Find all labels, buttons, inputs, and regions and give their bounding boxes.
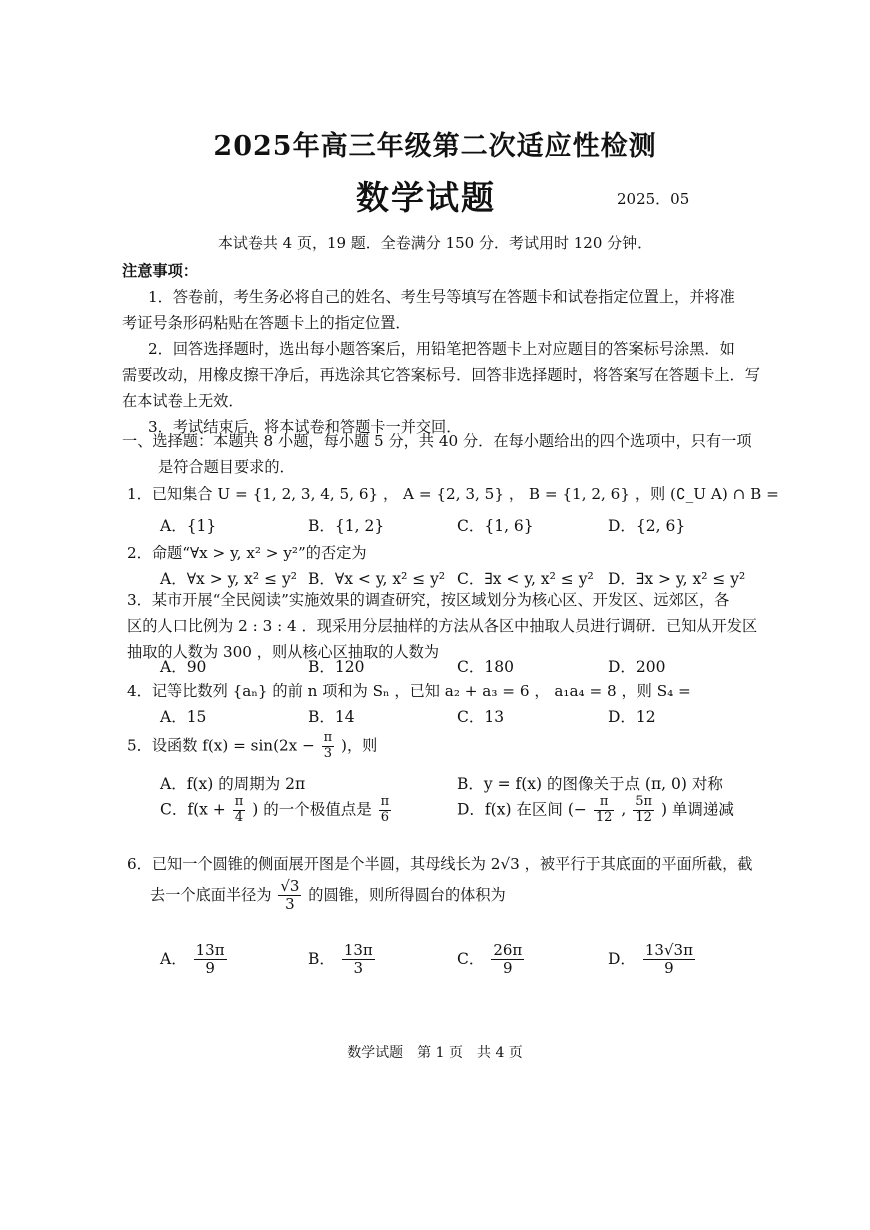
notice-item-3: 3．考试结束后，将本试卷和答题卡一并交回． — [148, 418, 462, 436]
q6-stem-line-2-post: 的圆锥，则所得圆台的体积为 — [308, 885, 506, 904]
q5-option-d-frac-1-num: π — [594, 795, 615, 811]
q6-option-c-label: C． — [457, 949, 485, 968]
q5-stem-frac-den: 3 — [323, 745, 333, 761]
q5-stem-fraction — [322, 731, 335, 762]
q2-option-c: C．∃x < y, x² ≤ y² — [457, 570, 594, 588]
q6-option-a — [160, 942, 229, 978]
page-footer: 数学试题 第 1 页 共 4 页 — [347, 1045, 523, 1061]
q6-option-a-label: A． — [160, 949, 187, 968]
q6-option-b-num: 13π — [343, 941, 373, 959]
q4-stem: 4．记等比数列 {aₙ} 的前 n 项和为 Sₙ ，已知 a₂ + a₃ = 6 ， a₁a₄ = 8 ，则 S₄ = — [127, 682, 691, 700]
q5-option-c-frac-1-den: 4 — [234, 809, 244, 825]
q5-stem-post: )，则 — [341, 736, 378, 755]
q3-option-b: B．120 — [308, 658, 365, 676]
notice-item-2-line-2: 需要改动，用橡皮擦干净后，再选涂其它答案标号．回答非选择题时，将答案写在答题卡上．写 — [122, 366, 760, 384]
q3-stem-line-1: 3．某市开展“全民阅读”实施效果的调查研究，按区域划分为核心区、开发区、远郊区，各 — [127, 591, 730, 609]
q6-option-b-frac — [342, 942, 375, 978]
q1-option-a: A．{1} — [160, 517, 217, 535]
q6-stem-line-1: 6．已知一个圆锥的侧面展开图是个半圆，其母线长为 2√3 ，被平行于其底面的平面所截，截 — [127, 855, 753, 873]
q5-stem-pre: 5．设函数 f(x) = sin(2x − — [127, 736, 315, 755]
q5-option-b: B．y = f(x) 的图像关于点 (π, 0) 对称 — [457, 775, 723, 793]
q3-stem-line-2: 区的人口比例为 2 : 3 : 4 ．现采用分层抽样的方法从各区中抽取人员进行调研．已知从开发区 — [127, 617, 758, 635]
q5-option-d-frac-2-den: 12 — [635, 809, 652, 825]
notice-item-2-line-1: 2．回答选择题时，选出每小题答案后，用铅笔把答题卡上对应题目的答案标号涂黑．如 — [148, 340, 735, 358]
q6-radius-fraction — [278, 878, 301, 914]
q5-option-c — [160, 795, 393, 826]
q6-option-d — [608, 942, 697, 978]
section-1-line-2: 是符合题目要求的． — [158, 458, 295, 476]
notice-item-1-line-1: 1．答卷前，考生务必将自己的姓名、考生号等填写在答题卡和试卷指定位置上，并将准 — [148, 288, 735, 306]
q5-option-d-post: ) 单调递减 — [660, 800, 734, 819]
q4-option-d: D．12 — [608, 708, 656, 726]
exam-subtitle: 数学试题 — [356, 178, 496, 217]
q3-stem — [127, 587, 847, 665]
notice-item-1-line-2: 考证号条形码粘贴在答题卡上的指定位置． — [122, 314, 411, 332]
q5-option-c-frac-2-num: π — [380, 794, 390, 809]
q6-option-a-den: 9 — [205, 959, 215, 978]
q1-stem: 1．已知集合 U = {1, 2, 3, 4, 5, 6} ， A = {2, 3, 5} ， B = {1, 2, 6} ，则 (∁_U A) ∩ B = — [127, 485, 779, 503]
notice-item-2-line-3: 在本试卷上无效． — [122, 392, 244, 410]
q4-option-c: C．13 — [457, 708, 505, 726]
q5-option-c-frac-1 — [233, 795, 246, 826]
q5-option-d-pre: D．f(x) 在区间 (− — [457, 800, 587, 819]
q5-option-c-frac-1-num: π — [234, 794, 244, 809]
q1-option-b: B．{1, 2} — [308, 517, 385, 535]
section-1-line-1: 一、选择题：本题共 8 小题，每小题 5 分，共 40 分．在每小题给出的四个选项中，只有一项 — [122, 432, 752, 450]
q4-option-a: A．15 — [160, 708, 207, 726]
exam-intro: 本试卷共 4 页，19 题．全卷满分 150 分．考试用时 120 分钟． — [217, 234, 653, 252]
q5-option-c-frac-2-den: 6 — [380, 809, 390, 825]
q6-option-c-num: 26π — [493, 941, 523, 959]
q2-option-d: D．∃x > y, x² ≤ y² — [608, 570, 746, 588]
q6-option-c — [457, 942, 526, 978]
q6-option-d-num: 13√3π — [644, 941, 693, 959]
exam-date: 2025．05 — [617, 190, 690, 208]
q6-stem-line-2-pre: 去一个底面半径为 — [150, 885, 272, 904]
q5-option-d — [457, 795, 734, 826]
q6-stem-line-2 — [150, 878, 506, 914]
q5-option-d-frac-2-num: 5π — [635, 794, 653, 809]
notice-heading: 注意事项： — [122, 262, 198, 280]
q5-option-c-frac-2 — [379, 795, 392, 826]
q6-option-b-den: 3 — [353, 959, 364, 978]
q6-radius-frac-num: √3 — [280, 877, 300, 895]
q6-option-d-label: D． — [608, 949, 636, 968]
q2-option-a: A．∀x > y, x² ≤ y² — [160, 570, 297, 588]
section-1-header — [122, 428, 842, 480]
q5-stem-frac-num: π — [323, 730, 333, 745]
q6-option-c-frac — [491, 942, 524, 978]
q6-option-c-den: 9 — [503, 959, 513, 978]
q5-option-c-pre: C．f(x + — [160, 800, 226, 819]
q6-option-b — [308, 942, 377, 978]
notice-block — [122, 258, 842, 440]
q3-stem-line-3: 抽取的人数为 300 ，则从核心区抽取的人数为 — [127, 643, 440, 661]
q5-option-d-mid: , — [621, 800, 627, 819]
q3-option-a: A．90 — [160, 658, 207, 676]
q6-option-d-frac — [643, 942, 695, 978]
q5-option-d-frac-2 — [633, 795, 654, 826]
q2-option-b: B．∀x < y, x² ≤ y² — [308, 570, 446, 588]
q6-radius-frac-den: 3 — [285, 895, 295, 914]
q5-option-a: A．f(x) 的周期为 2π — [160, 775, 306, 793]
q5-option-c-mid: ) 的一个极值点是 — [252, 800, 372, 819]
q3-option-c: C．180 — [457, 658, 514, 676]
q5-option-d-frac-1 — [594, 795, 615, 826]
q1-option-d: D．{2, 6} — [608, 517, 686, 535]
exam-title: 2025年高三年级第二次适应性检测 — [213, 131, 657, 162]
q1-option-c: C．{1, 6} — [457, 517, 534, 535]
q5-stem — [127, 731, 377, 762]
q6-option-a-num: 13π — [195, 941, 225, 959]
q6-option-a-frac — [194, 942, 227, 978]
q6-option-d-den: 9 — [664, 959, 674, 978]
q3-option-d: D．200 — [608, 658, 666, 676]
q4-option-b: B．14 — [308, 708, 355, 726]
q6-option-b-label: B． — [308, 949, 335, 968]
q2-stem: 2．命题“∀x > y, x² > y²”的否定为 — [127, 544, 367, 562]
q5-option-d-frac-1-den: 12 — [595, 809, 613, 825]
